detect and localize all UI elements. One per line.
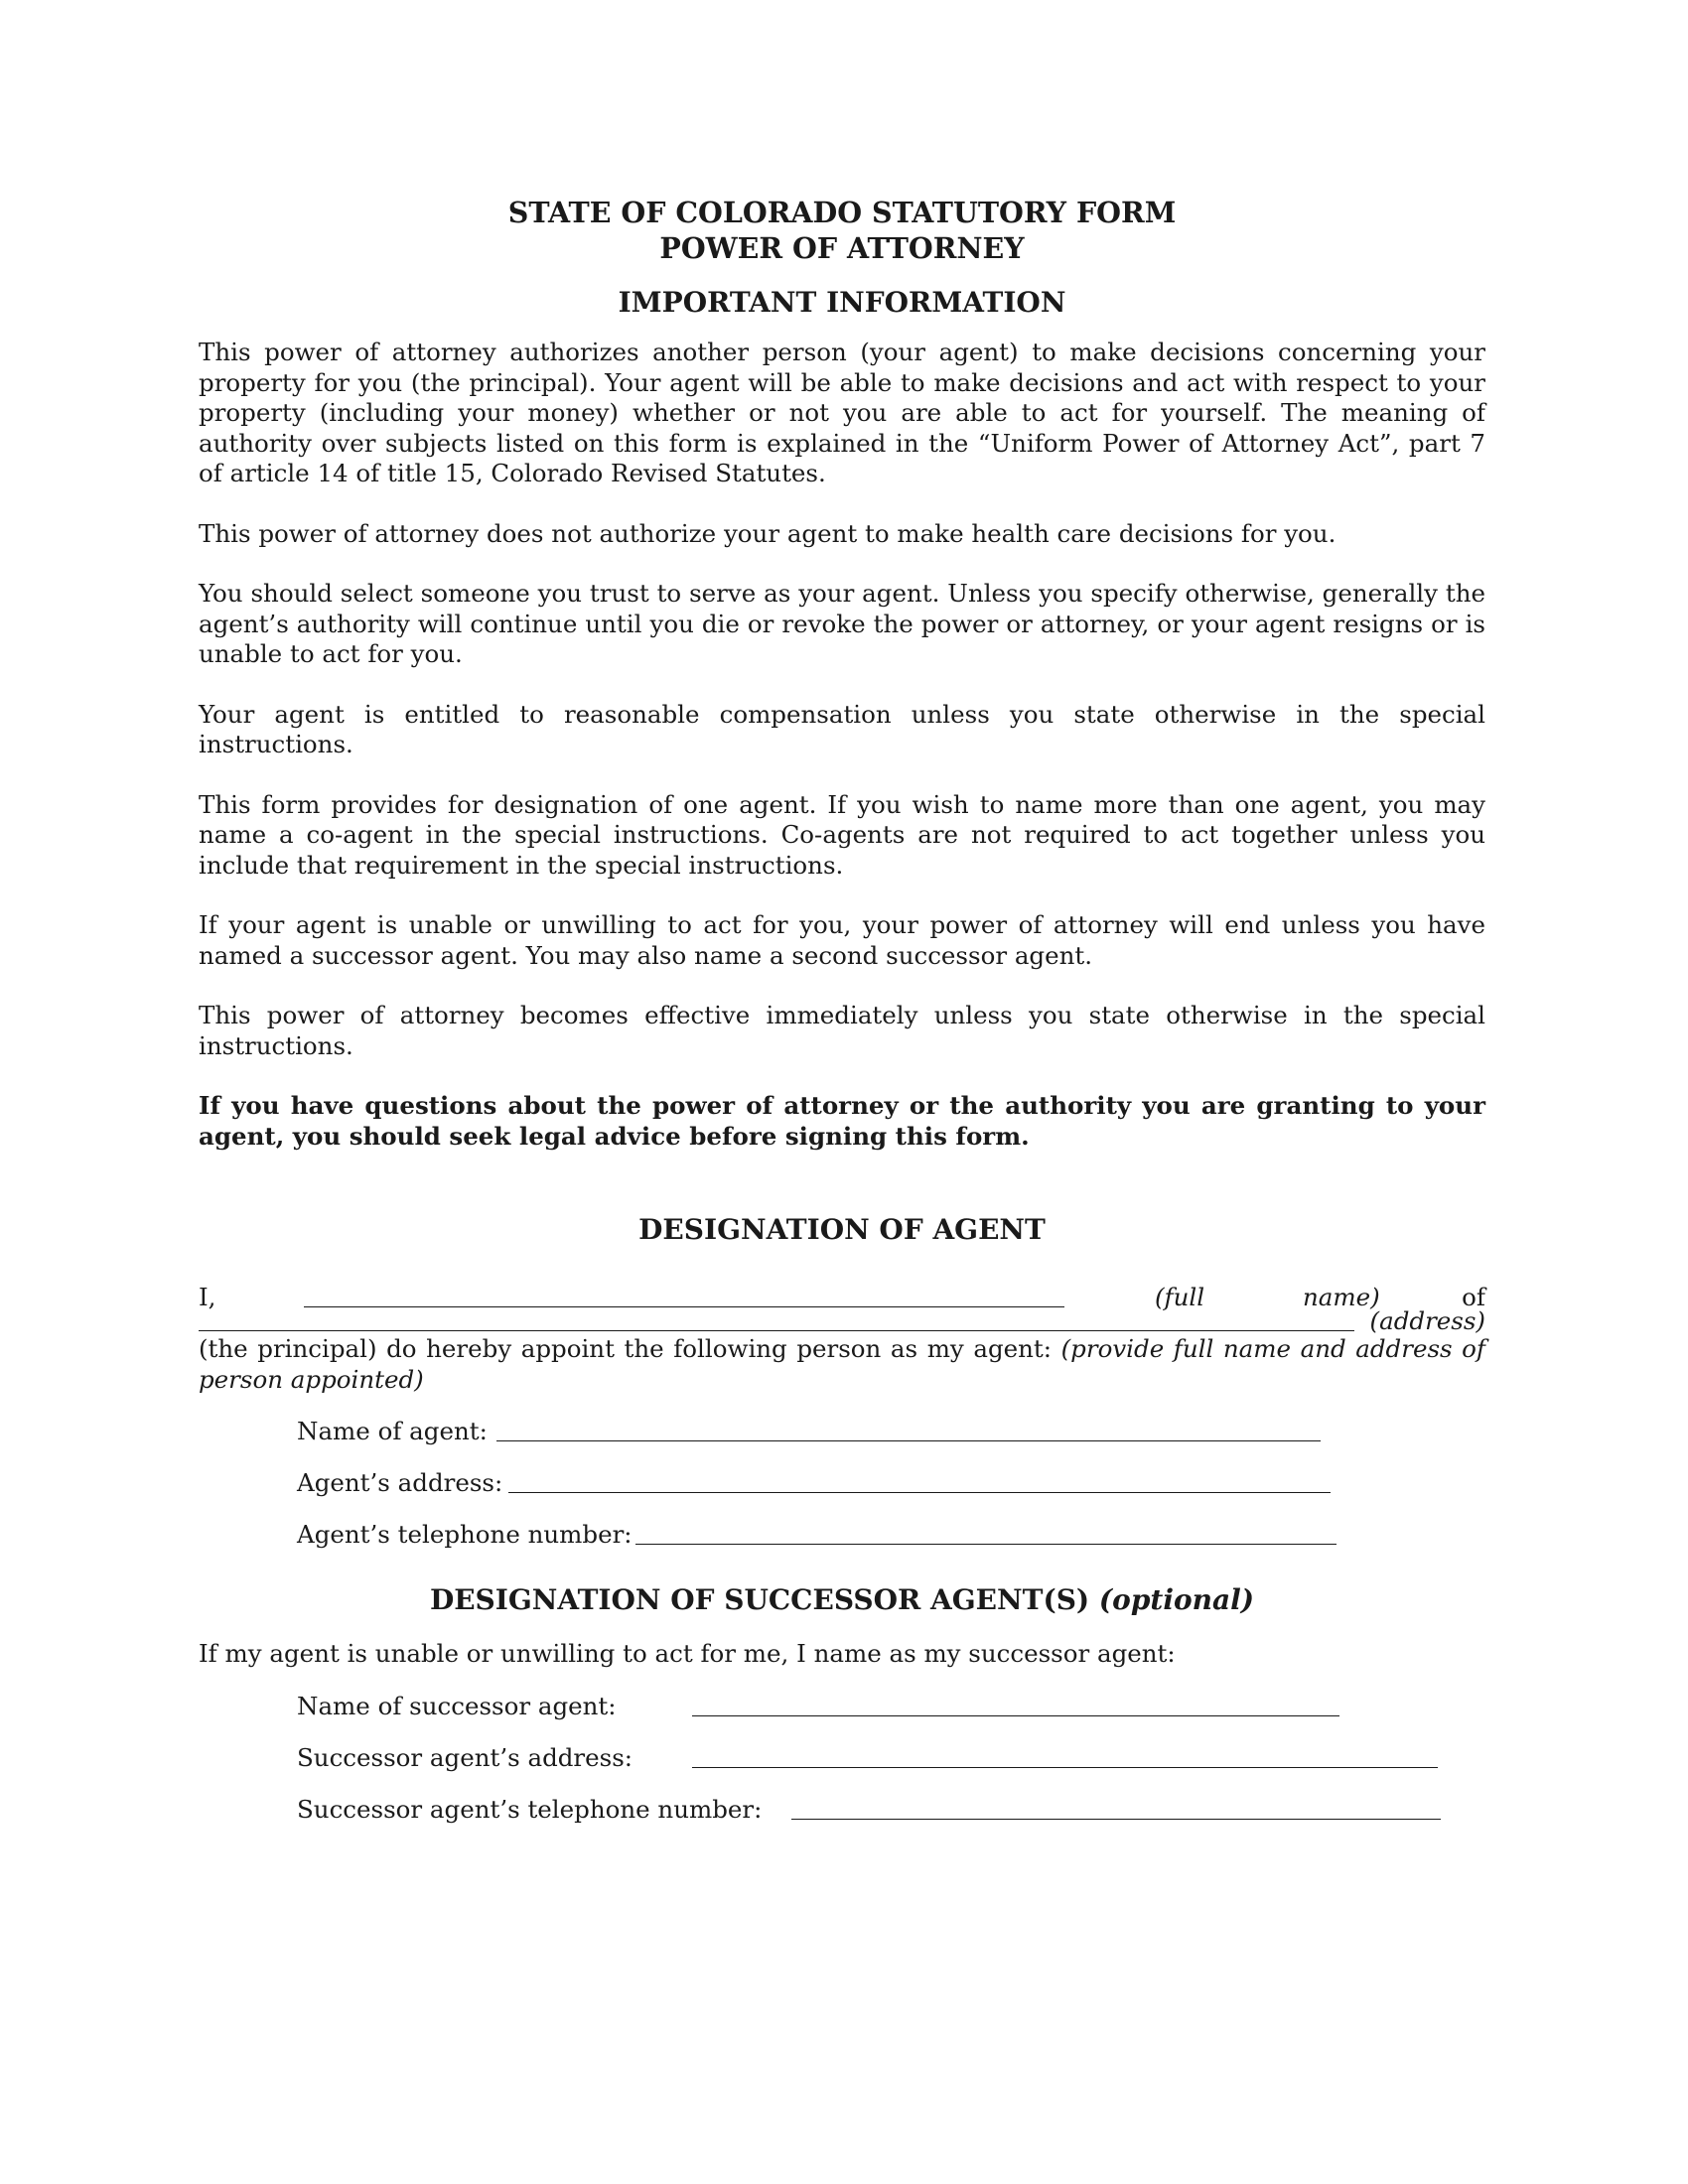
successor-address-field[interactable] [692, 1767, 1438, 1768]
successor-phone-row [199, 1795, 1485, 1825]
agent-name-field[interactable] [496, 1440, 1321, 1441]
principal-address-field[interactable] [199, 1330, 1354, 1331]
agent-address-field[interactable] [508, 1492, 1331, 1493]
principal-address-row [199, 1308, 1485, 1338]
appointment-text: (the principal) do hereby appoint the following person as my agent: [199, 1334, 1061, 1363]
successor-intro: If my agent is unable or unwilling to act for me, I name as my successor agent: [199, 1639, 1176, 1668]
important-paragraph-4: Your agent is entitled to reasonable compensation unless you state otherwise in the special instructions. [199, 699, 1485, 758]
successor-name-row [199, 1692, 1485, 1721]
document-page [199, 195, 1485, 1825]
agent-phone-row [199, 1520, 1485, 1550]
i-label: I, [199, 1283, 216, 1311]
agent-phone-label: Agent’s telephone number: [297, 1520, 633, 1549]
successor-heading-optional: (optional) [1098, 1583, 1255, 1616]
designation-of-agent-heading: DESIGNATION OF AGENT [638, 1213, 1046, 1246]
important-paragraph-3: You should select someone you trust to serve as your agent. Unless you specify otherwise, generally the agent’s authority will continue until you die or revoke the power or attorney, or your agent resigns or is unable to act for you. [199, 579, 1485, 668]
important-paragraph-5: This form provides for designation of one agent. If you wish to name more than one agent, you may name a co-agent in the special instructions. Co-agents are not required to act together unless you include that requirement in the special instructions. [199, 789, 1485, 880]
agent-phone-field[interactable] [635, 1544, 1336, 1545]
agent-name-label: Name of agent: [297, 1417, 488, 1445]
successor-heading-text: DESIGNATION OF SUCCESSOR AGENT(S) [429, 1583, 1099, 1616]
full-label: (full [1155, 1283, 1205, 1311]
agent-name-row [199, 1417, 1485, 1446]
important-paragraph-2: This power of attorney does not authorize your agent to make health care decisions for you. [199, 518, 1336, 548]
successor-name-field[interactable] [692, 1715, 1339, 1716]
important-information-heading: IMPORTANT INFORMATION [618, 286, 1066, 319]
name-label: name) [1303, 1283, 1380, 1311]
successor-name-label: Name of successor agent: [297, 1691, 617, 1720]
important-paragraph-1: This power of attorney authorizes another person (your agent) to make decisions concerning your property for you (the principal). Your agent will be able to make decisions and act with respect to your property (including your money) whether or not you are able to act for yourself. The meaning of authority over subjects listed on this form is explained in the “Uniform Power of Attorney Act”, part 7 of article 14 of title 15, Colorado Revised Statutes. [199, 338, 1485, 487]
legal-advice-notice: If you have questions about the power of attorney or the authority you are granting to your agent, you should seek legal advice before signing this form. [199, 1091, 1485, 1151]
important-paragraph-7: This power of attorney becomes effective immediately unless you state otherwise in the special instructions. [199, 1001, 1485, 1060]
address-label: (address) [1369, 1306, 1485, 1335]
successor-phone-label: Successor agent’s telephone number: [297, 1794, 763, 1824]
important-paragraph-6: If your agent is unable or unwilling to act for you, your power of attorney will end unless you have named a successor agent. You may also name a second successor agent. [199, 910, 1485, 970]
of-label: of [1462, 1283, 1485, 1311]
principal-name-field[interactable] [304, 1306, 1064, 1307]
form-title-line-1: STATE OF COLORADO STATUTORY FORM [507, 196, 1177, 229]
successor-agent-heading [199, 1583, 1485, 1617]
agent-address-row [199, 1468, 1485, 1498]
agent-address-label: Agent’s address: [297, 1468, 503, 1497]
successor-address-row [199, 1743, 1485, 1773]
appointment-statement [199, 1334, 1485, 1395]
appointment-note: (provide full name and address of person appointed) [199, 1334, 1485, 1394]
successor-phone-field[interactable] [791, 1819, 1441, 1820]
successor-address-label: Successor agent’s address: [297, 1742, 633, 1772]
form-title-line-2: POWER OF ATTORNEY [659, 231, 1025, 265]
